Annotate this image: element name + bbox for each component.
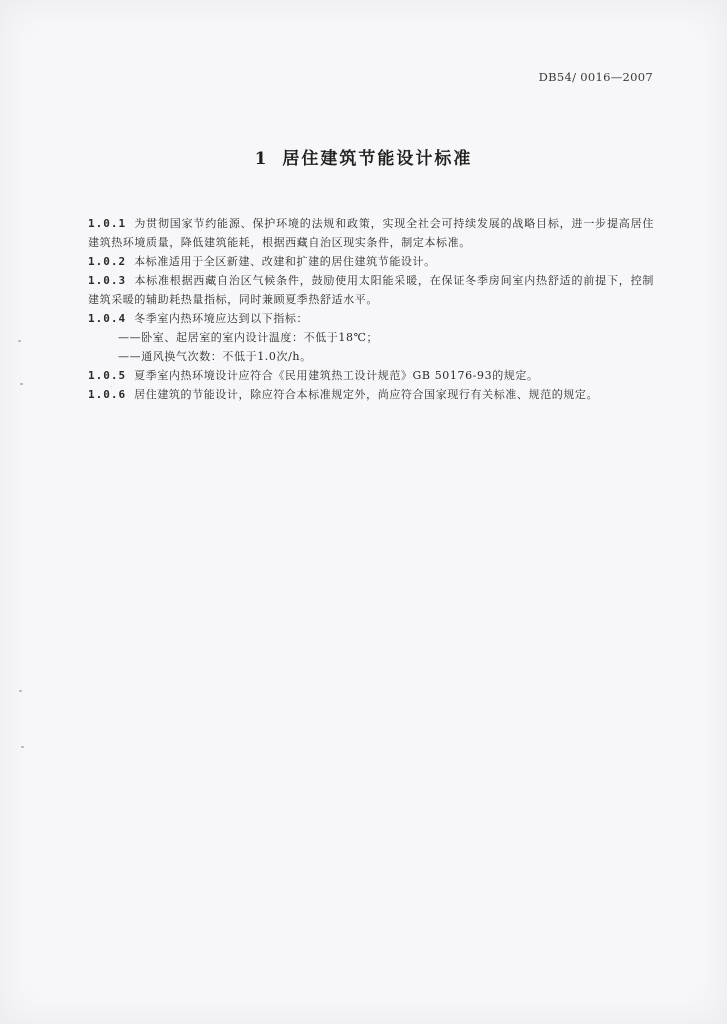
clause-number: 1.0.3 xyxy=(88,274,127,287)
scan-speck xyxy=(20,383,23,385)
clause-text: 为贯彻国家节约能源、保护环境的法规和政策，实现全社会可持续发展的战略目标，进一步提高居住建筑热环境质量，降低建筑能耗，根据西藏自治区现实条件，制定本标准。 xyxy=(88,217,654,249)
chapter-heading xyxy=(0,144,727,169)
clause-1-0-3 xyxy=(88,271,654,309)
scan-speck xyxy=(21,746,24,748)
clause-text: 夏季室内热环境设计应符合《民用建筑热工设计规范》GB 50176-93的规定。 xyxy=(134,369,539,382)
indicator-item: ——卧室、起居室的室内设计温度：不低于18℃； xyxy=(118,331,379,344)
indicator-item: ——通风换气次数：不低于1.0次/h。 xyxy=(118,350,312,363)
clause-number: 1.0.1 xyxy=(88,217,127,230)
clause-number: 1.0.4 xyxy=(88,312,127,325)
clause-1-0-1 xyxy=(88,214,654,252)
standard-code: DB54/ 0016—2007 xyxy=(538,70,653,84)
scan-speck xyxy=(18,340,21,342)
clause-text: 本标准适用于全区新建、改建和扩建的居住建筑节能设计。 xyxy=(134,255,436,268)
clause-1-0-6 xyxy=(88,385,654,404)
clause-1-0-2 xyxy=(88,252,654,271)
clause-1-0-4 xyxy=(88,309,654,328)
clause-list xyxy=(88,214,654,404)
clause-number: 1.0.2 xyxy=(88,255,127,268)
chapter-title: 居住建筑节能设计标准 xyxy=(282,149,473,169)
clause-text: 本标准根据西藏自治区气候条件，鼓励使用太阳能采暖，在保证冬季房间室内热舒适的前提下，控制建筑采暖的辅助耗热量指标，同时兼顾夏季热舒适水平。 xyxy=(88,274,654,306)
clause-text: 冬季室内热环境应达到以下指标： xyxy=(134,312,309,325)
clause-number: 1.0.5 xyxy=(88,369,127,382)
scan-speck xyxy=(19,690,22,692)
clause-number: 1.0.6 xyxy=(88,388,127,401)
clause-text: 居住建筑的节能设计，除应符合本标准规定外，尚应符合国家现行有关标准、规范的规定。 xyxy=(134,388,599,401)
clause-1-0-5 xyxy=(88,366,654,385)
chapter-number: 1 xyxy=(254,149,269,169)
